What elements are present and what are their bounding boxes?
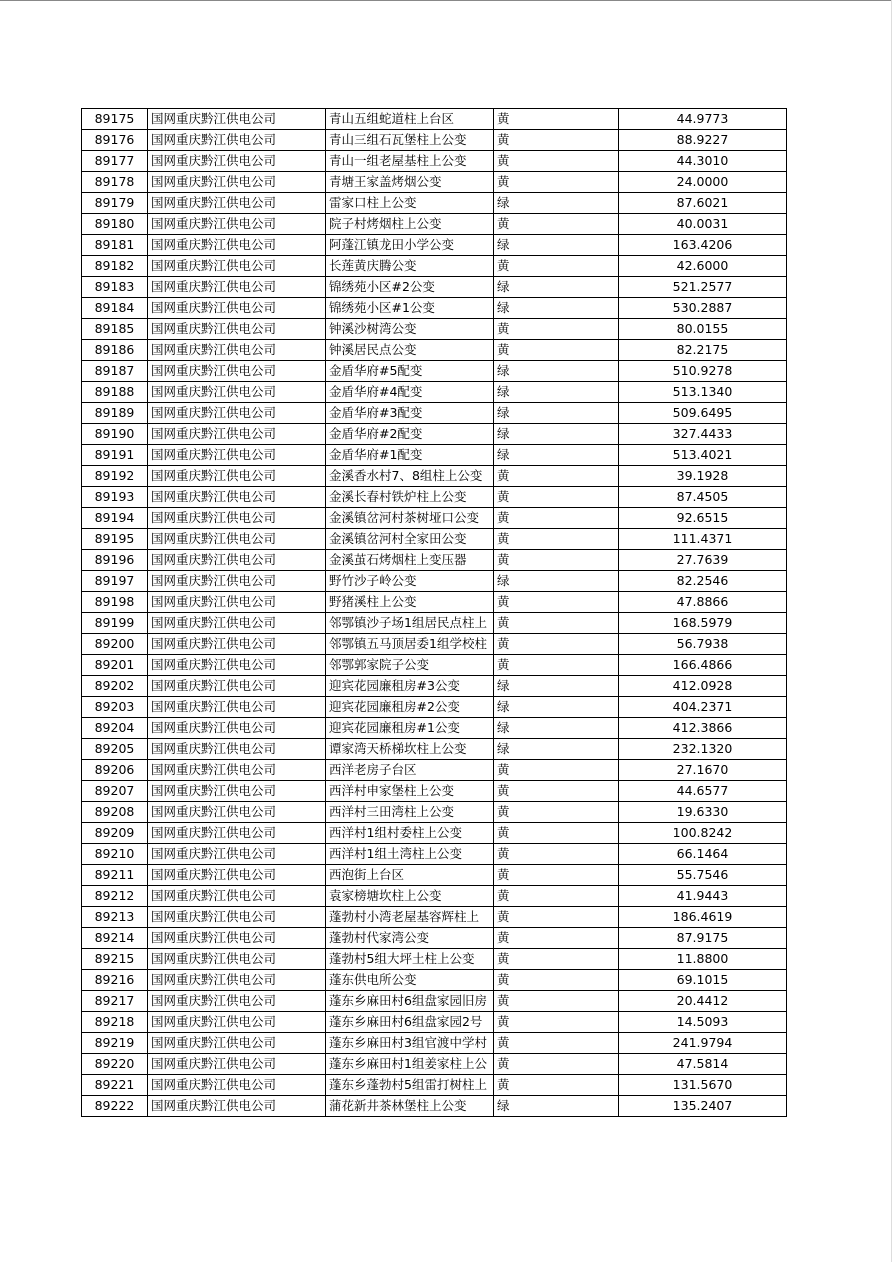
table-row [82, 949, 787, 970]
cell-station-name: 蒲花新井茶林堡柱上公变 [326, 1096, 494, 1117]
table-row [82, 487, 787, 508]
cell-color-status: 绿 [494, 298, 619, 319]
cell-id: 89211 [82, 865, 148, 886]
cell-company: 国网重庆黔江供电公司 [148, 1075, 326, 1096]
cell-color-status: 黄 [494, 844, 619, 865]
cell-value: 163.4206 [619, 235, 787, 256]
cell-id: 89175 [82, 109, 148, 130]
cell-color-status: 绿 [494, 676, 619, 697]
table-row [82, 529, 787, 550]
table-row [82, 340, 787, 361]
cell-company: 国网重庆黔江供电公司 [148, 172, 326, 193]
cell-company: 国网重庆黔江供电公司 [148, 760, 326, 781]
cell-company: 国网重庆黔江供电公司 [148, 109, 326, 130]
cell-color-status: 黄 [494, 613, 619, 634]
cell-station-name: 西洋村1组村委柱上公变 [326, 823, 494, 844]
cell-color-status: 黄 [494, 802, 619, 823]
cell-value: 42.6000 [619, 256, 787, 277]
cell-value: 186.4619 [619, 907, 787, 928]
cell-value: 513.4021 [619, 445, 787, 466]
cell-id: 89203 [82, 697, 148, 718]
table-row [82, 655, 787, 676]
cell-value: 92.6515 [619, 508, 787, 529]
cell-station-name: 蓬勃村小湾老屋基容辉柱上 [326, 907, 494, 928]
top-divider [0, 0, 892, 1]
table-body [82, 109, 787, 1117]
cell-color-status: 黄 [494, 1075, 619, 1096]
cell-color-status: 绿 [494, 697, 619, 718]
cell-id: 89186 [82, 340, 148, 361]
cell-company: 国网重庆黔江供电公司 [148, 130, 326, 151]
cell-id: 89206 [82, 760, 148, 781]
cell-station-name: 蓬勃村代家湾公变 [326, 928, 494, 949]
table-row [82, 802, 787, 823]
cell-color-status: 黄 [494, 151, 619, 172]
cell-company: 国网重庆黔江供电公司 [148, 256, 326, 277]
table-row [82, 991, 787, 1012]
cell-station-name: 西泡街上台区 [326, 865, 494, 886]
cell-station-name: 蓬东乡麻田村6组盘家园旧房 [326, 991, 494, 1012]
cell-color-status: 黄 [494, 487, 619, 508]
cell-color-status: 黄 [494, 1033, 619, 1054]
cell-color-status: 绿 [494, 277, 619, 298]
cell-value: 11.8800 [619, 949, 787, 970]
cell-station-name: 雷家口柱上公变 [326, 193, 494, 214]
cell-value: 530.2887 [619, 298, 787, 319]
cell-value: 100.8242 [619, 823, 787, 844]
cell-id: 89188 [82, 382, 148, 403]
cell-value: 166.4866 [619, 655, 787, 676]
cell-value: 27.1670 [619, 760, 787, 781]
cell-station-name: 迎宾花园廉租房#3公变 [326, 676, 494, 697]
cell-value: 241.9794 [619, 1033, 787, 1054]
cell-color-status: 黄 [494, 319, 619, 340]
table-row [82, 1075, 787, 1096]
cell-id: 89210 [82, 844, 148, 865]
table-row [82, 1096, 787, 1117]
cell-id: 89209 [82, 823, 148, 844]
cell-company: 国网重庆黔江供电公司 [148, 676, 326, 697]
cell-color-status: 黄 [494, 466, 619, 487]
cell-company: 国网重庆黔江供电公司 [148, 508, 326, 529]
cell-id: 89184 [82, 298, 148, 319]
table-row [82, 256, 787, 277]
cell-value: 27.7639 [619, 550, 787, 571]
table-row [82, 403, 787, 424]
table-row [82, 277, 787, 298]
cell-id: 89196 [82, 550, 148, 571]
table-row [82, 445, 787, 466]
cell-station-name: 西洋老房子台区 [326, 760, 494, 781]
cell-id: 89200 [82, 634, 148, 655]
cell-company: 国网重庆黔江供电公司 [148, 781, 326, 802]
table-row [82, 823, 787, 844]
cell-station-name: 锦绣苑小区#2公变 [326, 277, 494, 298]
cell-company: 国网重庆黔江供电公司 [148, 550, 326, 571]
cell-value: 87.9175 [619, 928, 787, 949]
table-row [82, 1012, 787, 1033]
cell-value: 131.5670 [619, 1075, 787, 1096]
cell-id: 89202 [82, 676, 148, 697]
cell-company: 国网重庆黔江供电公司 [148, 235, 326, 256]
cell-color-status: 黄 [494, 1012, 619, 1033]
cell-company: 国网重庆黔江供电公司 [148, 277, 326, 298]
table-row [82, 298, 787, 319]
cell-station-name: 钟溪沙树湾公变 [326, 319, 494, 340]
cell-company: 国网重庆黔江供电公司 [148, 529, 326, 550]
cell-station-name: 蓬东乡麻田村6组盘家园2号 [326, 1012, 494, 1033]
cell-company: 国网重庆黔江供电公司 [148, 949, 326, 970]
cell-company: 国网重庆黔江供电公司 [148, 424, 326, 445]
cell-id: 89216 [82, 970, 148, 991]
cell-station-name: 金溪镇岔河村茶树垭口公变 [326, 508, 494, 529]
cell-company: 国网重庆黔江供电公司 [148, 466, 326, 487]
cell-id: 89198 [82, 592, 148, 613]
cell-id: 89201 [82, 655, 148, 676]
cell-color-status: 绿 [494, 1096, 619, 1117]
cell-station-name: 蓬勃村5组大坪土柱上公变 [326, 949, 494, 970]
cell-company: 国网重庆黔江供电公司 [148, 844, 326, 865]
cell-company: 国网重庆黔江供电公司 [148, 361, 326, 382]
cell-color-status: 黄 [494, 592, 619, 613]
cell-station-name: 金溪镇岔河村全家田公变 [326, 529, 494, 550]
cell-value: 19.6330 [619, 802, 787, 823]
cell-station-name: 青塘王家盖烤烟公变 [326, 172, 494, 193]
cell-company: 国网重庆黔江供电公司 [148, 1033, 326, 1054]
cell-color-status: 黄 [494, 655, 619, 676]
cell-id: 89219 [82, 1033, 148, 1054]
cell-value: 513.1340 [619, 382, 787, 403]
cell-value: 44.9773 [619, 109, 787, 130]
cell-station-name: 蓬东乡麻田村3组官渡中学村 [326, 1033, 494, 1054]
cell-company: 国网重庆黔江供电公司 [148, 886, 326, 907]
table-row [82, 907, 787, 928]
cell-id: 89179 [82, 193, 148, 214]
cell-station-name: 迎宾花园廉租房#1公变 [326, 718, 494, 739]
cell-id: 89194 [82, 508, 148, 529]
cell-id: 89185 [82, 319, 148, 340]
table-row [82, 1054, 787, 1075]
cell-id: 89195 [82, 529, 148, 550]
cell-color-status: 绿 [494, 361, 619, 382]
cell-id: 89215 [82, 949, 148, 970]
cell-company: 国网重庆黔江供电公司 [148, 970, 326, 991]
cell-company: 国网重庆黔江供电公司 [148, 214, 326, 235]
cell-station-name: 院子村烤烟柱上公变 [326, 214, 494, 235]
cell-station-name: 钟溪居民点公变 [326, 340, 494, 361]
cell-station-name: 金盾华府#1配变 [326, 445, 494, 466]
cell-station-name: 金溪香水村7、8组柱上公变 [326, 466, 494, 487]
table-row [82, 319, 787, 340]
cell-value: 88.9227 [619, 130, 787, 151]
cell-station-name: 邻鄂郭家院子公变 [326, 655, 494, 676]
cell-value: 47.8866 [619, 592, 787, 613]
cell-color-status: 绿 [494, 193, 619, 214]
cell-company: 国网重庆黔江供电公司 [148, 697, 326, 718]
table-row [82, 865, 787, 886]
cell-station-name: 西洋村三田湾柱上公变 [326, 802, 494, 823]
cell-company: 国网重庆黔江供电公司 [148, 571, 326, 592]
cell-company: 国网重庆黔江供电公司 [148, 382, 326, 403]
table-row [82, 193, 787, 214]
table-row [82, 508, 787, 529]
cell-value: 509.6495 [619, 403, 787, 424]
cell-station-name: 青山五组蛇道柱上台区 [326, 109, 494, 130]
cell-value: 41.9443 [619, 886, 787, 907]
table-row [82, 781, 787, 802]
table-row [82, 613, 787, 634]
cell-company: 国网重庆黔江供电公司 [148, 655, 326, 676]
table-row [82, 697, 787, 718]
cell-id: 89183 [82, 277, 148, 298]
cell-station-name: 金盾华府#4配变 [326, 382, 494, 403]
cell-company: 国网重庆黔江供电公司 [148, 865, 326, 886]
cell-id: 89176 [82, 130, 148, 151]
data-table [81, 108, 787, 1117]
cell-color-status: 黄 [494, 256, 619, 277]
cell-station-name: 袁家榜塘坎柱上公变 [326, 886, 494, 907]
cell-value: 510.9278 [619, 361, 787, 382]
table-row [82, 466, 787, 487]
cell-id: 89204 [82, 718, 148, 739]
cell-id: 89178 [82, 172, 148, 193]
cell-value: 47.5814 [619, 1054, 787, 1075]
table-row [82, 571, 787, 592]
cell-color-status: 绿 [494, 382, 619, 403]
cell-color-status: 绿 [494, 235, 619, 256]
cell-company: 国网重庆黔江供电公司 [148, 613, 326, 634]
cell-color-status: 黄 [494, 529, 619, 550]
table-row [82, 130, 787, 151]
cell-color-status: 黄 [494, 970, 619, 991]
cell-station-name: 谭家湾天桥梯坎柱上公变 [326, 739, 494, 760]
table-row [82, 886, 787, 907]
cell-id: 89199 [82, 613, 148, 634]
cell-color-status: 黄 [494, 886, 619, 907]
cell-value: 80.0155 [619, 319, 787, 340]
cell-id: 89217 [82, 991, 148, 1012]
cell-color-status: 绿 [494, 718, 619, 739]
cell-value: 24.0000 [619, 172, 787, 193]
cell-value: 412.3866 [619, 718, 787, 739]
cell-color-status: 黄 [494, 109, 619, 130]
table-row [82, 739, 787, 760]
cell-company: 国网重庆黔江供电公司 [148, 907, 326, 928]
cell-value: 87.6021 [619, 193, 787, 214]
cell-id: 89214 [82, 928, 148, 949]
cell-station-name: 金盾华府#3配变 [326, 403, 494, 424]
cell-company: 国网重庆黔江供电公司 [148, 151, 326, 172]
cell-value: 66.1464 [619, 844, 787, 865]
table-row [82, 235, 787, 256]
cell-station-name: 长莲黄庆腾公变 [326, 256, 494, 277]
cell-company: 国网重庆黔江供电公司 [148, 1012, 326, 1033]
cell-station-name: 金盾华府#2配变 [326, 424, 494, 445]
cell-company: 国网重庆黔江供电公司 [148, 802, 326, 823]
cell-value: 69.1015 [619, 970, 787, 991]
cell-id: 89187 [82, 361, 148, 382]
table-row [82, 172, 787, 193]
cell-value: 87.4505 [619, 487, 787, 508]
cell-color-status: 黄 [494, 991, 619, 1012]
cell-value: 111.4371 [619, 529, 787, 550]
cell-value: 412.0928 [619, 676, 787, 697]
cell-company: 国网重庆黔江供电公司 [148, 634, 326, 655]
cell-id: 89177 [82, 151, 148, 172]
cell-color-status: 黄 [494, 130, 619, 151]
cell-value: 168.5979 [619, 613, 787, 634]
cell-station-name: 西洋村申家堡柱上公变 [326, 781, 494, 802]
cell-color-status: 黄 [494, 760, 619, 781]
cell-value: 327.4433 [619, 424, 787, 445]
cell-company: 国网重庆黔江供电公司 [148, 319, 326, 340]
cell-value: 44.6577 [619, 781, 787, 802]
table-row [82, 634, 787, 655]
table-row [82, 361, 787, 382]
cell-id: 89182 [82, 256, 148, 277]
cell-id: 89220 [82, 1054, 148, 1075]
cell-value: 232.1320 [619, 739, 787, 760]
cell-company: 国网重庆黔江供电公司 [148, 592, 326, 613]
cell-value: 39.1928 [619, 466, 787, 487]
cell-color-status: 绿 [494, 403, 619, 424]
cell-value: 20.4412 [619, 991, 787, 1012]
cell-color-status: 绿 [494, 424, 619, 445]
cell-value: 44.3010 [619, 151, 787, 172]
table-row [82, 109, 787, 130]
table-row [82, 214, 787, 235]
cell-id: 89193 [82, 487, 148, 508]
cell-company: 国网重庆黔江供电公司 [148, 739, 326, 760]
cell-station-name: 阿蓬江镇龙田小学公变 [326, 235, 494, 256]
table-row [82, 928, 787, 949]
cell-company: 国网重庆黔江供电公司 [148, 445, 326, 466]
cell-station-name: 野竹沙子岭公变 [326, 571, 494, 592]
table-row [82, 718, 787, 739]
cell-value: 56.7938 [619, 634, 787, 655]
cell-station-name: 锦绣苑小区#1公变 [326, 298, 494, 319]
cell-station-name: 青山一组老屋基柱上公变 [326, 151, 494, 172]
table-row [82, 760, 787, 781]
cell-company: 国网重庆黔江供电公司 [148, 1096, 326, 1117]
cell-id: 89190 [82, 424, 148, 445]
cell-station-name: 蓬东供电所公变 [326, 970, 494, 991]
cell-value: 82.2175 [619, 340, 787, 361]
cell-color-status: 黄 [494, 550, 619, 571]
cell-station-name: 邻鄂镇五马顶居委1组学校柱 [326, 634, 494, 655]
table-row [82, 1033, 787, 1054]
cell-id: 89181 [82, 235, 148, 256]
cell-company: 国网重庆黔江供电公司 [148, 298, 326, 319]
table-row [82, 151, 787, 172]
cell-id: 89197 [82, 571, 148, 592]
cell-color-status: 黄 [494, 340, 619, 361]
cell-id: 89221 [82, 1075, 148, 1096]
cell-station-name: 金溪茧石烤烟柱上变压器 [326, 550, 494, 571]
cell-color-status: 绿 [494, 571, 619, 592]
cell-company: 国网重庆黔江供电公司 [148, 718, 326, 739]
cell-color-status: 黄 [494, 928, 619, 949]
cell-color-status: 黄 [494, 1054, 619, 1075]
cell-color-status: 黄 [494, 214, 619, 235]
cell-station-name: 西洋村1组土湾柱上公变 [326, 844, 494, 865]
cell-color-status: 绿 [494, 739, 619, 760]
cell-value: 404.2371 [619, 697, 787, 718]
cell-company: 国网重庆黔江供电公司 [148, 403, 326, 424]
cell-company: 国网重庆黔江供电公司 [148, 340, 326, 361]
cell-station-name: 青山三组石瓦堡柱上公变 [326, 130, 494, 151]
table-row [82, 382, 787, 403]
cell-id: 89189 [82, 403, 148, 424]
cell-company: 国网重庆黔江供电公司 [148, 1054, 326, 1075]
cell-id: 89208 [82, 802, 148, 823]
table-row [82, 970, 787, 991]
cell-station-name: 金盾华府#5配变 [326, 361, 494, 382]
cell-value: 135.2407 [619, 1096, 787, 1117]
cell-value: 521.2577 [619, 277, 787, 298]
cell-station-name: 野猪溪柱上公变 [326, 592, 494, 613]
cell-color-status: 黄 [494, 508, 619, 529]
table-row [82, 844, 787, 865]
cell-company: 国网重庆黔江供电公司 [148, 487, 326, 508]
cell-id: 89212 [82, 886, 148, 907]
cell-value: 14.5093 [619, 1012, 787, 1033]
cell-color-status: 黄 [494, 172, 619, 193]
cell-id: 89180 [82, 214, 148, 235]
cell-color-status: 黄 [494, 907, 619, 928]
cell-id: 89222 [82, 1096, 148, 1117]
cell-company: 国网重庆黔江供电公司 [148, 928, 326, 949]
cell-company: 国网重庆黔江供电公司 [148, 823, 326, 844]
cell-station-name: 蓬东乡蓬勃村5组雷打树柱上 [326, 1075, 494, 1096]
cell-station-name: 蓬东乡麻田村1组姜家柱上公 [326, 1054, 494, 1075]
cell-value: 40.0031 [619, 214, 787, 235]
cell-color-status: 黄 [494, 949, 619, 970]
cell-value: 55.7546 [619, 865, 787, 886]
cell-id: 89192 [82, 466, 148, 487]
cell-id: 89191 [82, 445, 148, 466]
table-row [82, 550, 787, 571]
cell-value: 82.2546 [619, 571, 787, 592]
cell-color-status: 绿 [494, 445, 619, 466]
table-row [82, 676, 787, 697]
table-row [82, 424, 787, 445]
cell-company: 国网重庆黔江供电公司 [148, 193, 326, 214]
cell-station-name: 邻鄂镇沙子场1组居民点柱上 [326, 613, 494, 634]
cell-station-name: 金溪长春村铁炉柱上公变 [326, 487, 494, 508]
cell-color-status: 黄 [494, 823, 619, 844]
table-row [82, 592, 787, 613]
cell-station-name: 迎宾花园廉租房#2公变 [326, 697, 494, 718]
cell-color-status: 黄 [494, 865, 619, 886]
cell-color-status: 黄 [494, 634, 619, 655]
cell-id: 89218 [82, 1012, 148, 1033]
cell-id: 89205 [82, 739, 148, 760]
cell-company: 国网重庆黔江供电公司 [148, 991, 326, 1012]
cell-id: 89207 [82, 781, 148, 802]
cell-id: 89213 [82, 907, 148, 928]
cell-color-status: 黄 [494, 781, 619, 802]
